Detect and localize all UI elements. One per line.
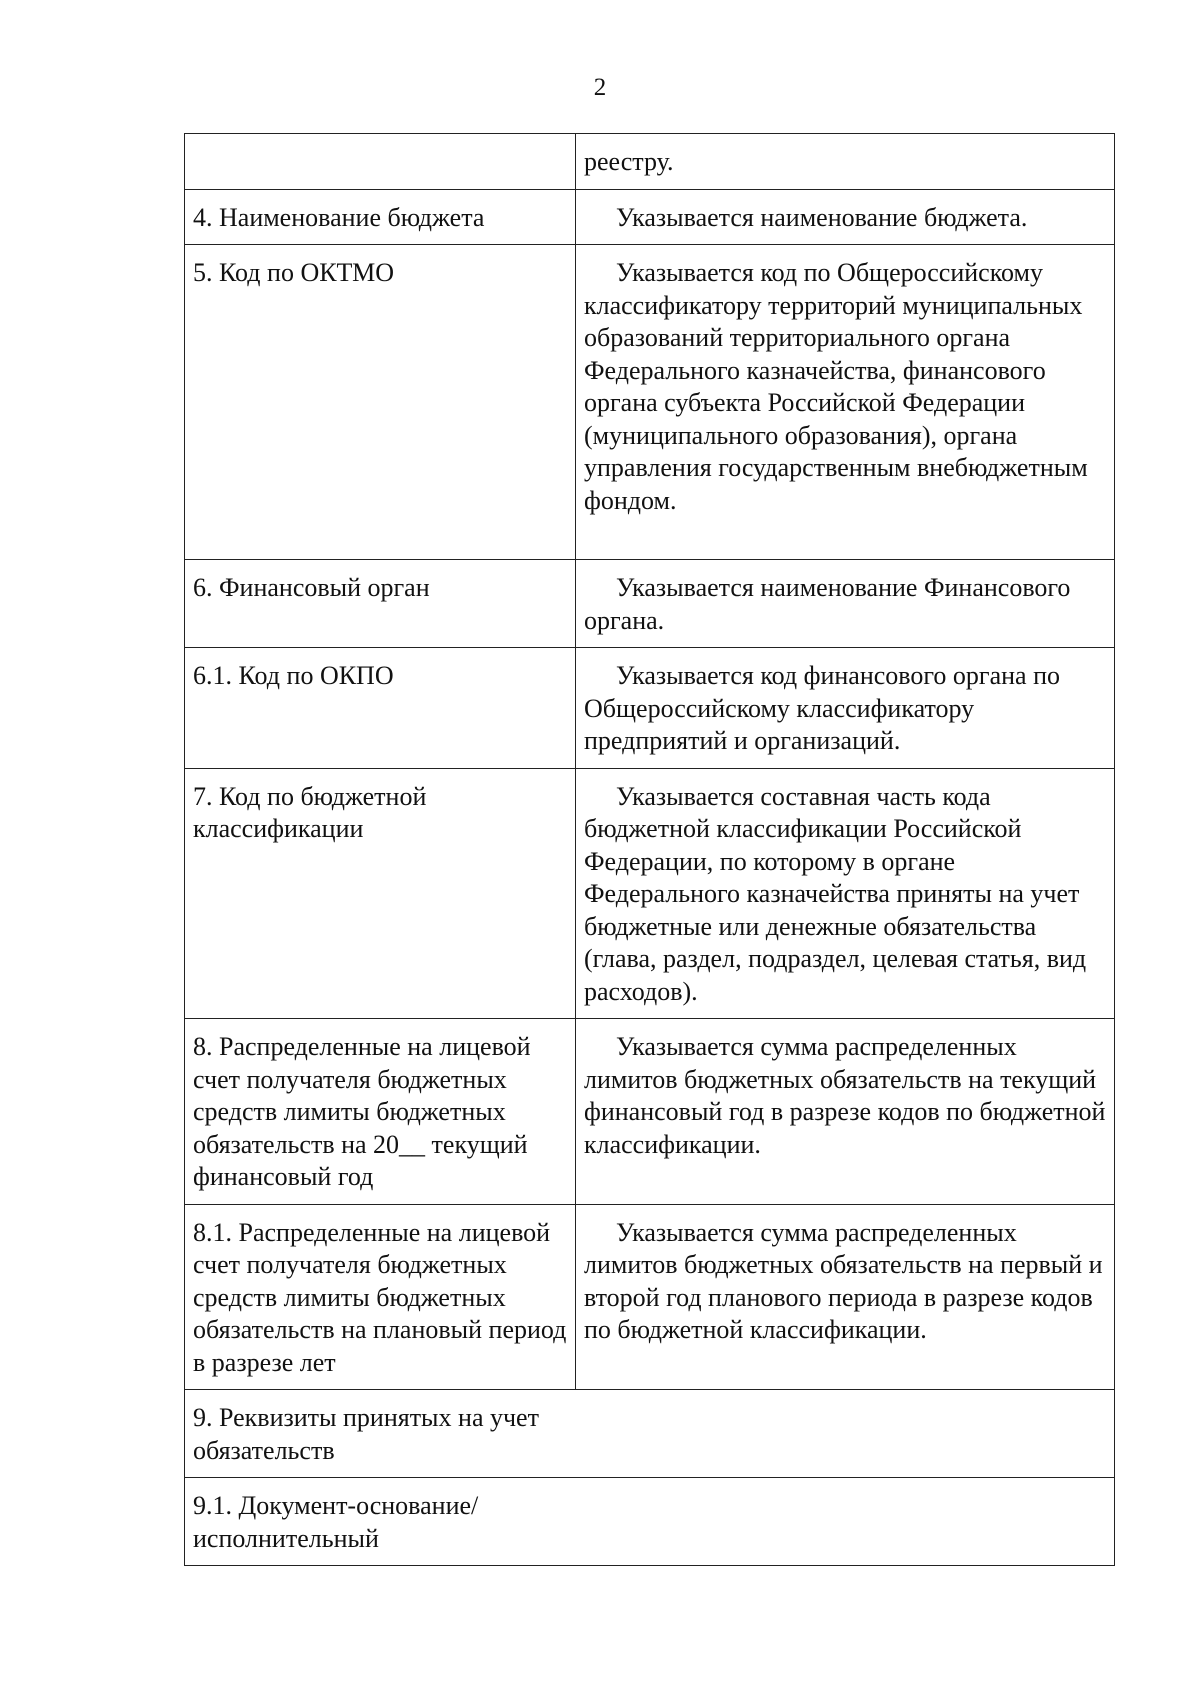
field-description-text: Указывается наименование бюджета. xyxy=(616,202,1028,232)
table-row xyxy=(185,648,1115,769)
table-row xyxy=(185,768,1115,1019)
section-heading-cell xyxy=(185,1478,1115,1566)
field-name-cell: 5. Код по ОКТМО xyxy=(185,245,576,560)
table-row xyxy=(185,1390,1115,1478)
field-description-text: Указывается сумма распределенных лимитов бюджетных обязательств на первый и второй год планового периода в разрезе кодов по бюджетной классификации. xyxy=(584,1217,1103,1344)
table-row xyxy=(185,1478,1115,1566)
field-description-cell xyxy=(576,245,1115,560)
field-description-cell xyxy=(576,189,1115,245)
field-description-cell xyxy=(576,648,1115,769)
table-row xyxy=(185,189,1115,245)
section-heading-text: 9.1. Документ-основание/исполнительный xyxy=(193,1491,479,1553)
field-name-cell: 8. Распределенные на лицевой счет получателя бюджетных средств лимиты бюджетных обязательств на 20__ текущий финансовый год xyxy=(185,1019,576,1205)
field-description-cell xyxy=(576,768,1115,1019)
field-description-text: реестру. xyxy=(584,147,674,176)
field-description-text: Указывается код финансового органа по Общероссийскому классификатору предприятий и организаций. xyxy=(584,661,1060,755)
section-heading-cell xyxy=(185,1390,1115,1478)
table-row xyxy=(185,245,1115,560)
table-row xyxy=(185,1204,1115,1390)
table-row xyxy=(185,560,1115,648)
section-heading-text: 9. Реквизиты принятых на учет обязательств xyxy=(193,1403,539,1465)
table-row xyxy=(185,1019,1115,1205)
field-description-cell xyxy=(576,134,1115,190)
field-description-text: Указывается наименование Финансового органа. xyxy=(584,573,1071,635)
field-description-table xyxy=(184,133,1115,1566)
field-name-cell: 7. Код по бюджетной классификации xyxy=(185,768,576,1019)
field-description-cell xyxy=(576,1204,1115,1390)
field-name-cell xyxy=(185,134,576,190)
page-number: 2 xyxy=(593,74,607,101)
field-description-text: Указывается код по Общероссийскому классификатору территорий муниципальных образований территориального органа Федерального казначейства, финансового органа субъекта Российской Федерации (муниципального образования), органа управления государственным внебюджетным фондом. xyxy=(584,258,1088,515)
table-row xyxy=(185,134,1115,190)
field-name-cell: 8.1. Распределенные на лицевой счет получателя бюджетных средств лимиты бюджетных обязательств на плановый период в разрезе лет xyxy=(185,1204,576,1390)
field-description-cell xyxy=(576,1019,1115,1205)
field-name-cell: 6.1. Код по ОКПО xyxy=(185,648,576,769)
table-body xyxy=(185,134,1115,1566)
field-description-text: Указывается составная часть кода бюджетной классификации Российской Федерации, по которому в органе Федерального казначейства приняты на учет бюджетные или денежные обязательства (глава, раздел, подраздел, целевая статья, вид расходов). xyxy=(584,781,1087,1006)
field-name-cell: 4. Наименование бюджета xyxy=(185,189,576,245)
field-description-cell xyxy=(576,560,1115,648)
field-description-text: Указывается сумма распределенных лимитов бюджетных обязательств на текущий финансовый год в разрезе кодов по бюджетной классификации. xyxy=(584,1032,1106,1159)
field-name-cell: 6. Финансовый орган xyxy=(185,560,576,648)
